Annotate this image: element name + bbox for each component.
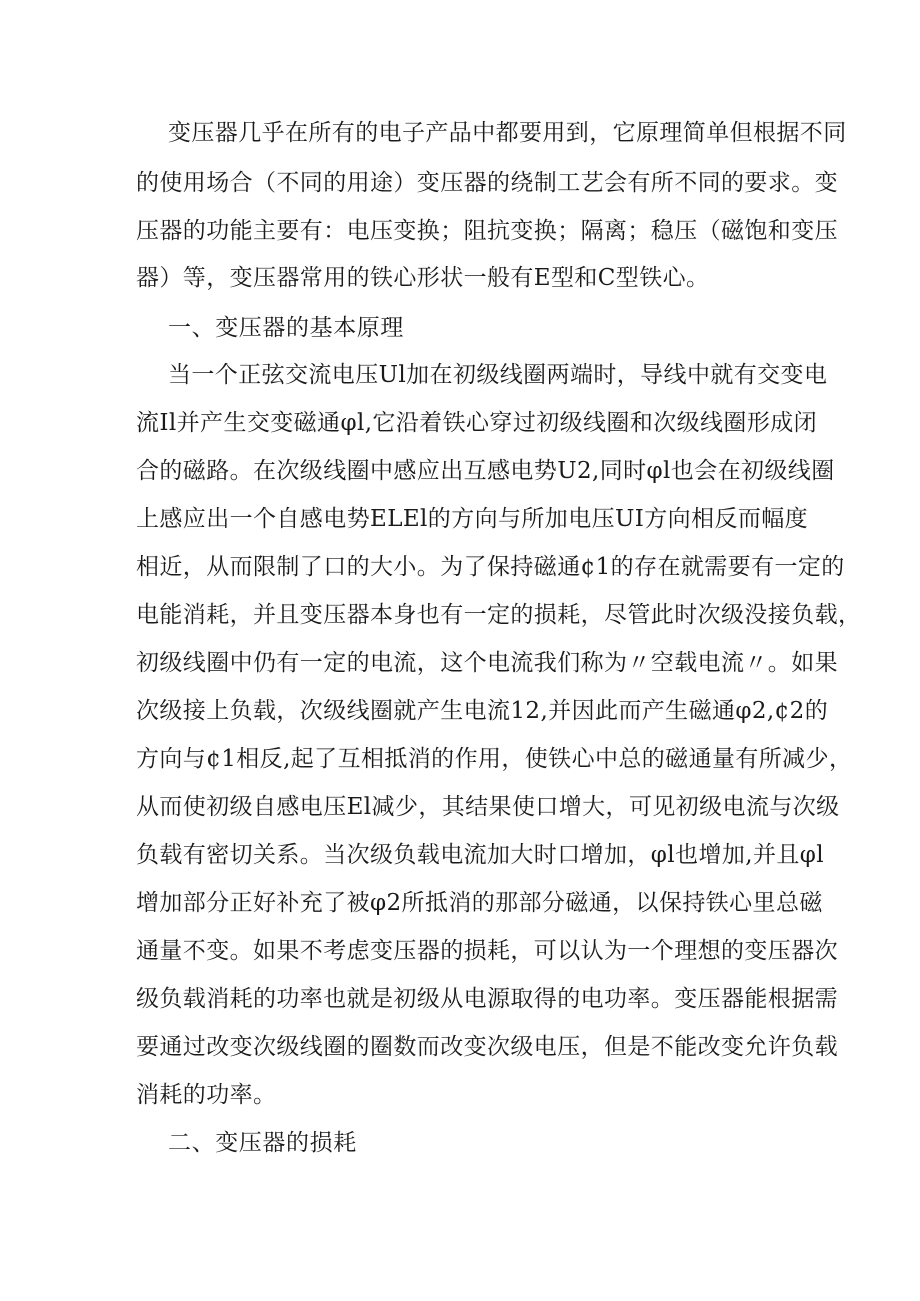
body-line: 初级线圈中仍有一定的电流，这个电流我们称为〃空载电流〃。如果 [136, 650, 838, 676]
intro-line: 压器的功能主要有：电压变换；阻抗变换；隔离；稳压（磁饱和变压 [136, 218, 838, 244]
body-line: 流Il并产生交变磁通φl,它沿着铁心穿过初级线圈和次级线圈形成闭 [136, 410, 818, 436]
body-line: 增加部分正好补充了被φ2所抵消的那部分磁通，以保持铁心里总磁 [136, 890, 823, 916]
intro-line: 器）等，变压器常用的铁心形状一般有E型和C型铁心。 [136, 265, 710, 291]
body-line: 从而使初级自感电压El减少，其结果使口增大，可见初级电流与次级 [136, 794, 840, 820]
body-line: 通量不变。如果不考虑变压器的损耗，可以认为一个理想的变压器次 [136, 938, 838, 964]
body-line: 级负载消耗的功率也就是初级从电源取得的电功率。变压器能根据需 [136, 986, 838, 1012]
body-line: 方向与¢1相反,起了互相抵消的作用，使铁心中总的磁通量有所减少， [136, 746, 853, 772]
body-line: 上感应出一个自感电势ELEl的方向与所加电压UI方向相反而幅度 [136, 506, 809, 532]
body-line: 合的磁路。在次级线圈中感应出互感电势U2,同时φl也会在初级线圈 [136, 458, 835, 484]
section-heading-transformer-loss: 二、变压器的损耗 [168, 1130, 357, 1156]
section-heading-basic-principle: 一、变压器的基本原理 [168, 315, 404, 341]
body-line: 要通过改变次级线圈的圈数而改变次级电压，但是不能改变允许负载 [136, 1034, 838, 1060]
body-line: 次级接上负载，次级线圈就产生电流12,并因此而产生磁通φ2,¢2的 [136, 698, 829, 724]
body-line: 当一个正弦交流电压Ul加在初级线圈两端时，导线中就有交变电 [168, 362, 828, 388]
intro-line: 变压器几乎在所有的电子产品中都要用到，它原理简单但根据不同 [168, 120, 847, 146]
body-line: 负载有密切关系。当次级负载电流加大时口增加，φl也增加,并且φl [136, 842, 825, 868]
intro-line: 的使用场合（不同的用途）变压器的绕制工艺会有所不同的要求。变 [136, 170, 838, 196]
body-line: 电能消耗，并且变压器本身也有一定的损耗，尽管此时次级没接负载， [136, 602, 862, 628]
body-line: 消耗的功率。 [136, 1082, 277, 1108]
body-line: 相近，从而限制了口的大小。为了保持磁通¢1的存在就需要有一定的 [136, 554, 845, 580]
